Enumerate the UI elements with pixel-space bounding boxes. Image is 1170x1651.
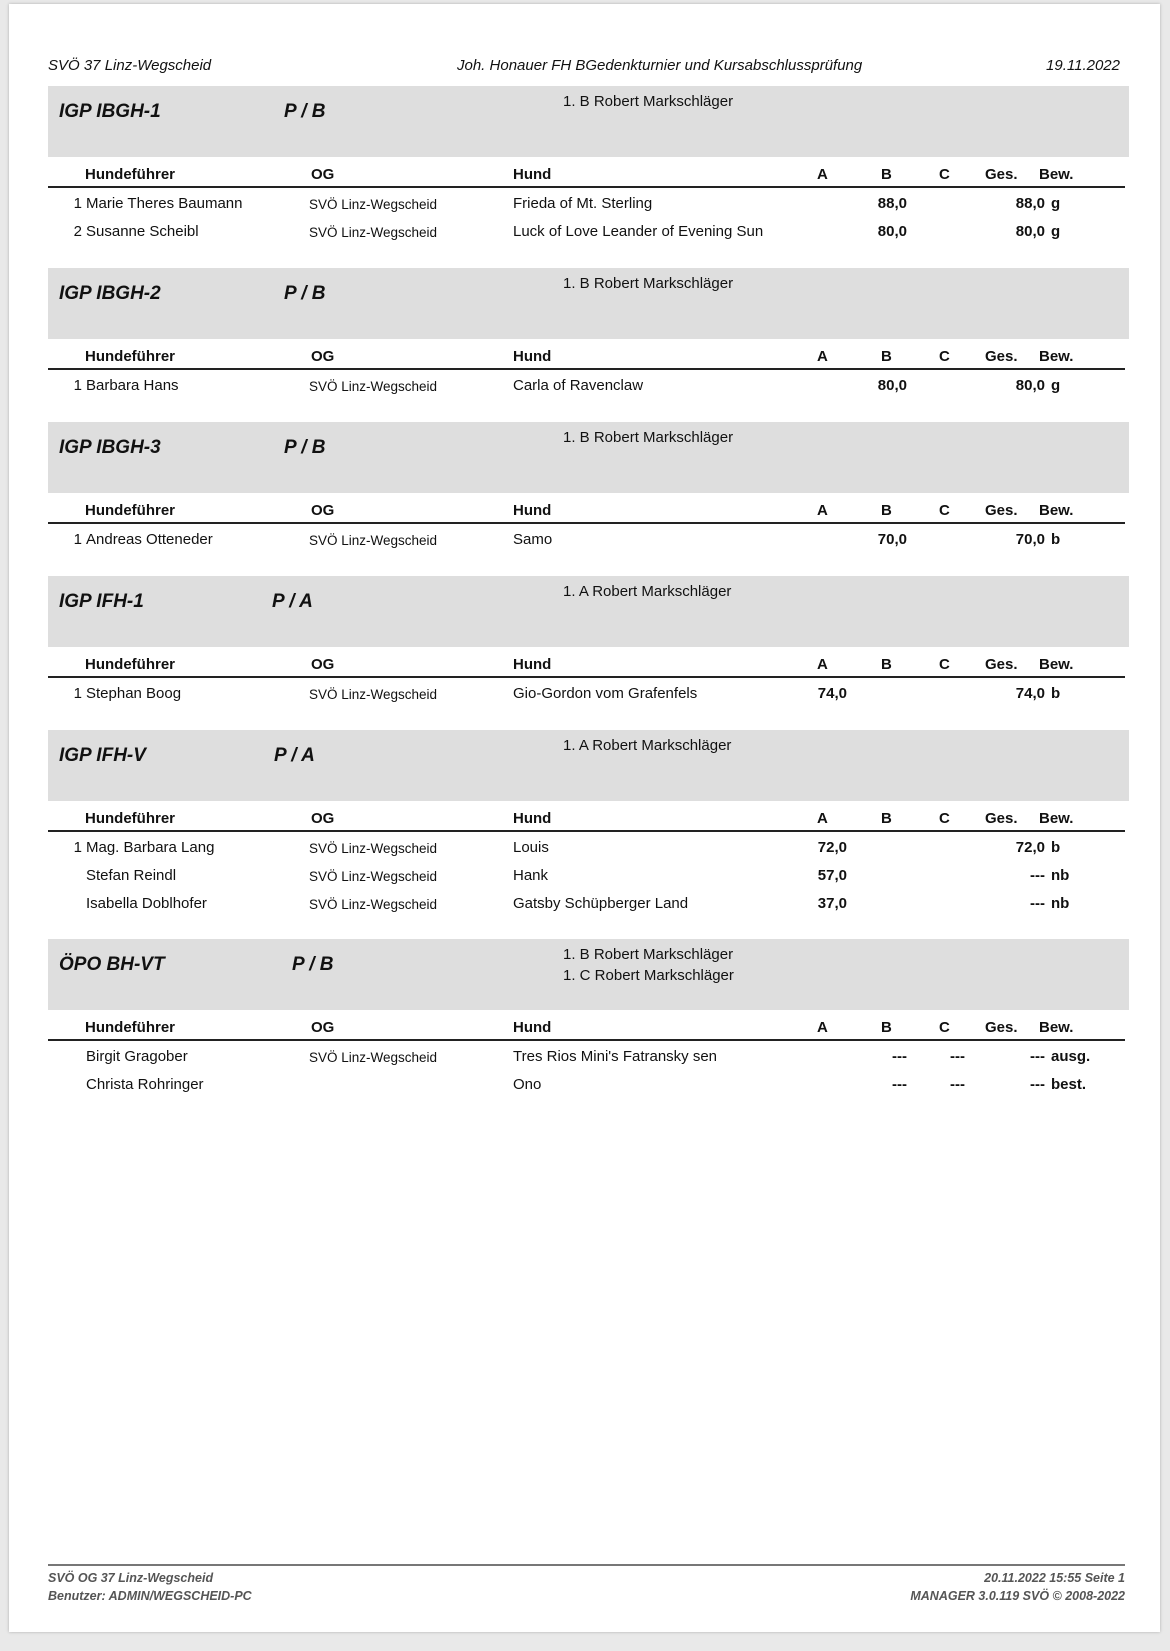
score-b: 80,0 — [877, 223, 907, 240]
section-class: P / A — [274, 745, 315, 766]
rating: g — [1051, 377, 1061, 394]
header-rule — [48, 186, 1125, 188]
table-row — [9, 377, 1160, 399]
handler-name: Isabella Doblhofer — [86, 895, 207, 912]
section-title: IGP IFH-1 — [59, 591, 144, 612]
section-header — [48, 268, 1129, 339]
score-total: 72,0 — [1015, 839, 1045, 856]
column-header-dog: Hund — [513, 502, 552, 519]
rank: 2 — [73, 223, 82, 240]
column-header-rating: Bew. — [1039, 656, 1074, 673]
table-row — [9, 1048, 1160, 1070]
table-row — [9, 1076, 1160, 1098]
footer-club: SVÖ OG 37 Linz-Wegscheid — [48, 1571, 214, 1585]
rating: ausg. — [1051, 1048, 1091, 1065]
og-name: SVÖ Linz-Wegscheid — [309, 533, 438, 548]
section-class: P / B — [292, 954, 334, 975]
section-title: IGP IBGH-2 — [59, 283, 161, 304]
column-header-b: B — [881, 348, 892, 365]
handler-name: Andreas Otteneder — [86, 531, 213, 548]
footer-printed: 20.11.2022 15:55 Seite 1 — [984, 1571, 1125, 1585]
og-name: SVÖ Linz-Wegscheid — [309, 1050, 438, 1065]
column-header-c: C — [939, 1019, 950, 1036]
column-header-og: OG — [311, 166, 335, 183]
section-header — [48, 576, 1129, 647]
column-header-og: OG — [311, 348, 335, 365]
dog-name: Samo — [513, 531, 553, 548]
section-header — [48, 730, 1129, 801]
column-header-handler: Hundeführer — [85, 502, 175, 519]
rating: b — [1051, 685, 1061, 702]
column-header-c: C — [939, 348, 950, 365]
column-header-total: Ges. — [985, 348, 1018, 365]
rank: 1 — [73, 195, 82, 212]
table-row — [9, 895, 1160, 917]
og-name: SVÖ Linz-Wegscheid — [309, 869, 438, 884]
column-header-c: C — [939, 656, 950, 673]
score-total: 80,0 — [1015, 223, 1045, 240]
score-c: --- — [950, 1076, 965, 1093]
judge-line: 1. A Robert Markschläger — [563, 737, 732, 754]
rank: 1 — [73, 531, 82, 548]
handler-name: Marie Theres Baumann — [86, 195, 243, 212]
handler-name: Susanne Scheibl — [86, 223, 199, 240]
column-header-total: Ges. — [985, 1019, 1018, 1036]
header-rule — [48, 1039, 1125, 1041]
section-header — [48, 86, 1129, 157]
judge-line: 1. B Robert Markschläger — [563, 93, 734, 110]
footer-version: MANAGER 3.0.119 SVÖ © 2008-2022 — [910, 1589, 1125, 1603]
score-c: --- — [950, 1048, 965, 1065]
column-header-rating: Bew. — [1039, 502, 1074, 519]
column-header-dog: Hund — [513, 1019, 552, 1036]
section-judges — [563, 91, 733, 112]
dog-name: Gio-Gordon vom Grafenfels — [513, 685, 698, 702]
section-judges — [563, 427, 733, 448]
handler-name: Birgit Gragober — [86, 1048, 188, 1065]
judge-line: 1. B Robert Markschläger — [563, 429, 734, 446]
column-header-c: C — [939, 502, 950, 519]
column-header-a: A — [817, 502, 828, 519]
section-class: P / B — [284, 437, 326, 458]
column-header-a: A — [817, 1019, 828, 1036]
rating: b — [1051, 839, 1061, 856]
section-title: IGP IBGH-1 — [59, 101, 161, 122]
table-row — [9, 195, 1160, 217]
column-header-total: Ges. — [985, 166, 1018, 183]
header-club: SVÖ 37 Linz-Wegscheid — [48, 57, 212, 74]
section-header — [48, 939, 1129, 1010]
judge-line: 1. A Robert Markschläger — [563, 583, 732, 600]
column-header-handler: Hundeführer — [85, 1019, 175, 1036]
rating: nb — [1051, 895, 1070, 912]
rating: nb — [1051, 867, 1070, 884]
column-header-og: OG — [311, 656, 335, 673]
handler-name: Mag. Barbara Lang — [86, 839, 215, 856]
section-judges — [563, 581, 731, 602]
handler-name: Christa Rohringer — [86, 1076, 204, 1093]
score-total: --- — [1030, 867, 1045, 884]
dog-name: Ono — [513, 1076, 542, 1093]
column-header-b: B — [881, 1019, 892, 1036]
section-judges — [563, 273, 733, 294]
table-row — [9, 685, 1160, 707]
og-name: SVÖ Linz-Wegscheid — [309, 379, 438, 394]
header-rule — [48, 676, 1125, 678]
score-b: --- — [892, 1076, 907, 1093]
column-header-og: OG — [311, 810, 335, 827]
column-header-rating: Bew. — [1039, 1019, 1074, 1036]
rating: b — [1051, 531, 1061, 548]
header-event: Joh. Honauer FH BGedenkturnier und Kursabschlussprüfung — [457, 57, 863, 74]
document-page — [9, 4, 1160, 1632]
dog-name: Gatsby Schüpberger Land — [513, 895, 689, 912]
score-total: --- — [1030, 1076, 1045, 1093]
column-header-handler: Hundeführer — [85, 656, 175, 673]
section-title: ÖPO BH-VT — [59, 954, 165, 975]
og-name: SVÖ Linz-Wegscheid — [309, 225, 438, 240]
section-title: IGP IFH-V — [59, 745, 146, 766]
table-row — [9, 839, 1160, 861]
handler-name: Stephan Boog — [86, 685, 182, 702]
score-b: 70,0 — [877, 531, 907, 548]
footer-user: Benutzer: ADMIN/WEGSCHEID-PC — [48, 1589, 252, 1603]
score-a: 74,0 — [817, 685, 847, 702]
section-judges — [563, 735, 731, 756]
header-rule — [48, 830, 1125, 832]
column-header-b: B — [881, 166, 892, 183]
score-total: 88,0 — [1015, 195, 1045, 212]
table-row — [9, 223, 1160, 245]
column-header-total: Ges. — [985, 502, 1018, 519]
score-a: 37,0 — [817, 895, 847, 912]
section-header — [48, 422, 1129, 493]
column-header-total: Ges. — [985, 656, 1018, 673]
column-header-a: A — [817, 810, 828, 827]
score-a: 57,0 — [817, 867, 847, 884]
column-header-a: A — [817, 166, 828, 183]
score-b: 88,0 — [877, 195, 907, 212]
score-b: --- — [892, 1048, 907, 1065]
dog-name: Louis — [513, 839, 549, 856]
dog-name: Luck of Love Leander of Evening Sun — [513, 223, 764, 240]
rating: best. — [1051, 1076, 1087, 1093]
section-judges — [563, 944, 734, 986]
column-header-b: B — [881, 656, 892, 673]
column-header-b: B — [881, 502, 892, 519]
table-row — [9, 531, 1160, 553]
dog-name: Hank — [513, 867, 549, 884]
rating: g — [1051, 223, 1061, 240]
column-header-a: A — [817, 656, 828, 673]
dog-name: Tres Rios Mini's Fatransky sen — [513, 1048, 718, 1065]
column-header-c: C — [939, 810, 950, 827]
column-header-dog: Hund — [513, 656, 552, 673]
og-name: SVÖ Linz-Wegscheid — [309, 897, 438, 912]
column-header-rating: Bew. — [1039, 348, 1074, 365]
column-header-total: Ges. — [985, 810, 1018, 827]
rank: 1 — [73, 685, 82, 702]
og-name: SVÖ Linz-Wegscheid — [309, 687, 438, 702]
footer-divider — [48, 1564, 1125, 1566]
score-total: --- — [1030, 1048, 1045, 1065]
score-total: 80,0 — [1015, 377, 1045, 394]
column-header-handler: Hundeführer — [85, 166, 175, 183]
score-total: --- — [1030, 895, 1045, 912]
judge-line: 1. C Robert Markschläger — [563, 967, 734, 984]
handler-name: Stefan Reindl — [86, 867, 177, 884]
section-title: IGP IBGH-3 — [59, 437, 161, 458]
judge-line: 1. B Robert Markschläger — [563, 946, 734, 963]
og-name: SVÖ Linz-Wegscheid — [309, 197, 438, 212]
rank: 1 — [73, 839, 82, 856]
column-header-rating: Bew. — [1039, 166, 1074, 183]
column-header-rating: Bew. — [1039, 810, 1074, 827]
column-header-c: C — [939, 166, 950, 183]
section-class: P / B — [284, 101, 326, 122]
header-date: 19.11.2022 — [1046, 57, 1120, 74]
rating: g — [1051, 195, 1061, 212]
table-row — [9, 867, 1160, 889]
column-header-b: B — [881, 810, 892, 827]
column-header-dog: Hund — [513, 810, 552, 827]
header-rule — [48, 368, 1125, 370]
column-header-handler: Hundeführer — [85, 348, 175, 365]
column-header-og: OG — [311, 1019, 335, 1036]
score-b: 80,0 — [877, 377, 907, 394]
handler-name: Barbara Hans — [86, 377, 179, 394]
score-total: 74,0 — [1015, 685, 1045, 702]
column-header-dog: Hund — [513, 348, 552, 365]
column-header-handler: Hundeführer — [85, 810, 175, 827]
og-name: SVÖ Linz-Wegscheid — [309, 841, 438, 856]
score-a: 72,0 — [817, 839, 847, 856]
score-total: 70,0 — [1015, 531, 1045, 548]
rank: 1 — [73, 377, 82, 394]
judge-line: 1. B Robert Markschläger — [563, 275, 734, 292]
column-header-og: OG — [311, 502, 335, 519]
header-rule — [48, 522, 1125, 524]
column-header-a: A — [817, 348, 828, 365]
column-header-dog: Hund — [513, 166, 552, 183]
dog-name: Carla of Ravenclaw — [513, 377, 644, 394]
dog-name: Frieda of Mt. Sterling — [513, 195, 653, 212]
section-class: P / A — [272, 591, 313, 612]
section-class: P / B — [284, 283, 326, 304]
